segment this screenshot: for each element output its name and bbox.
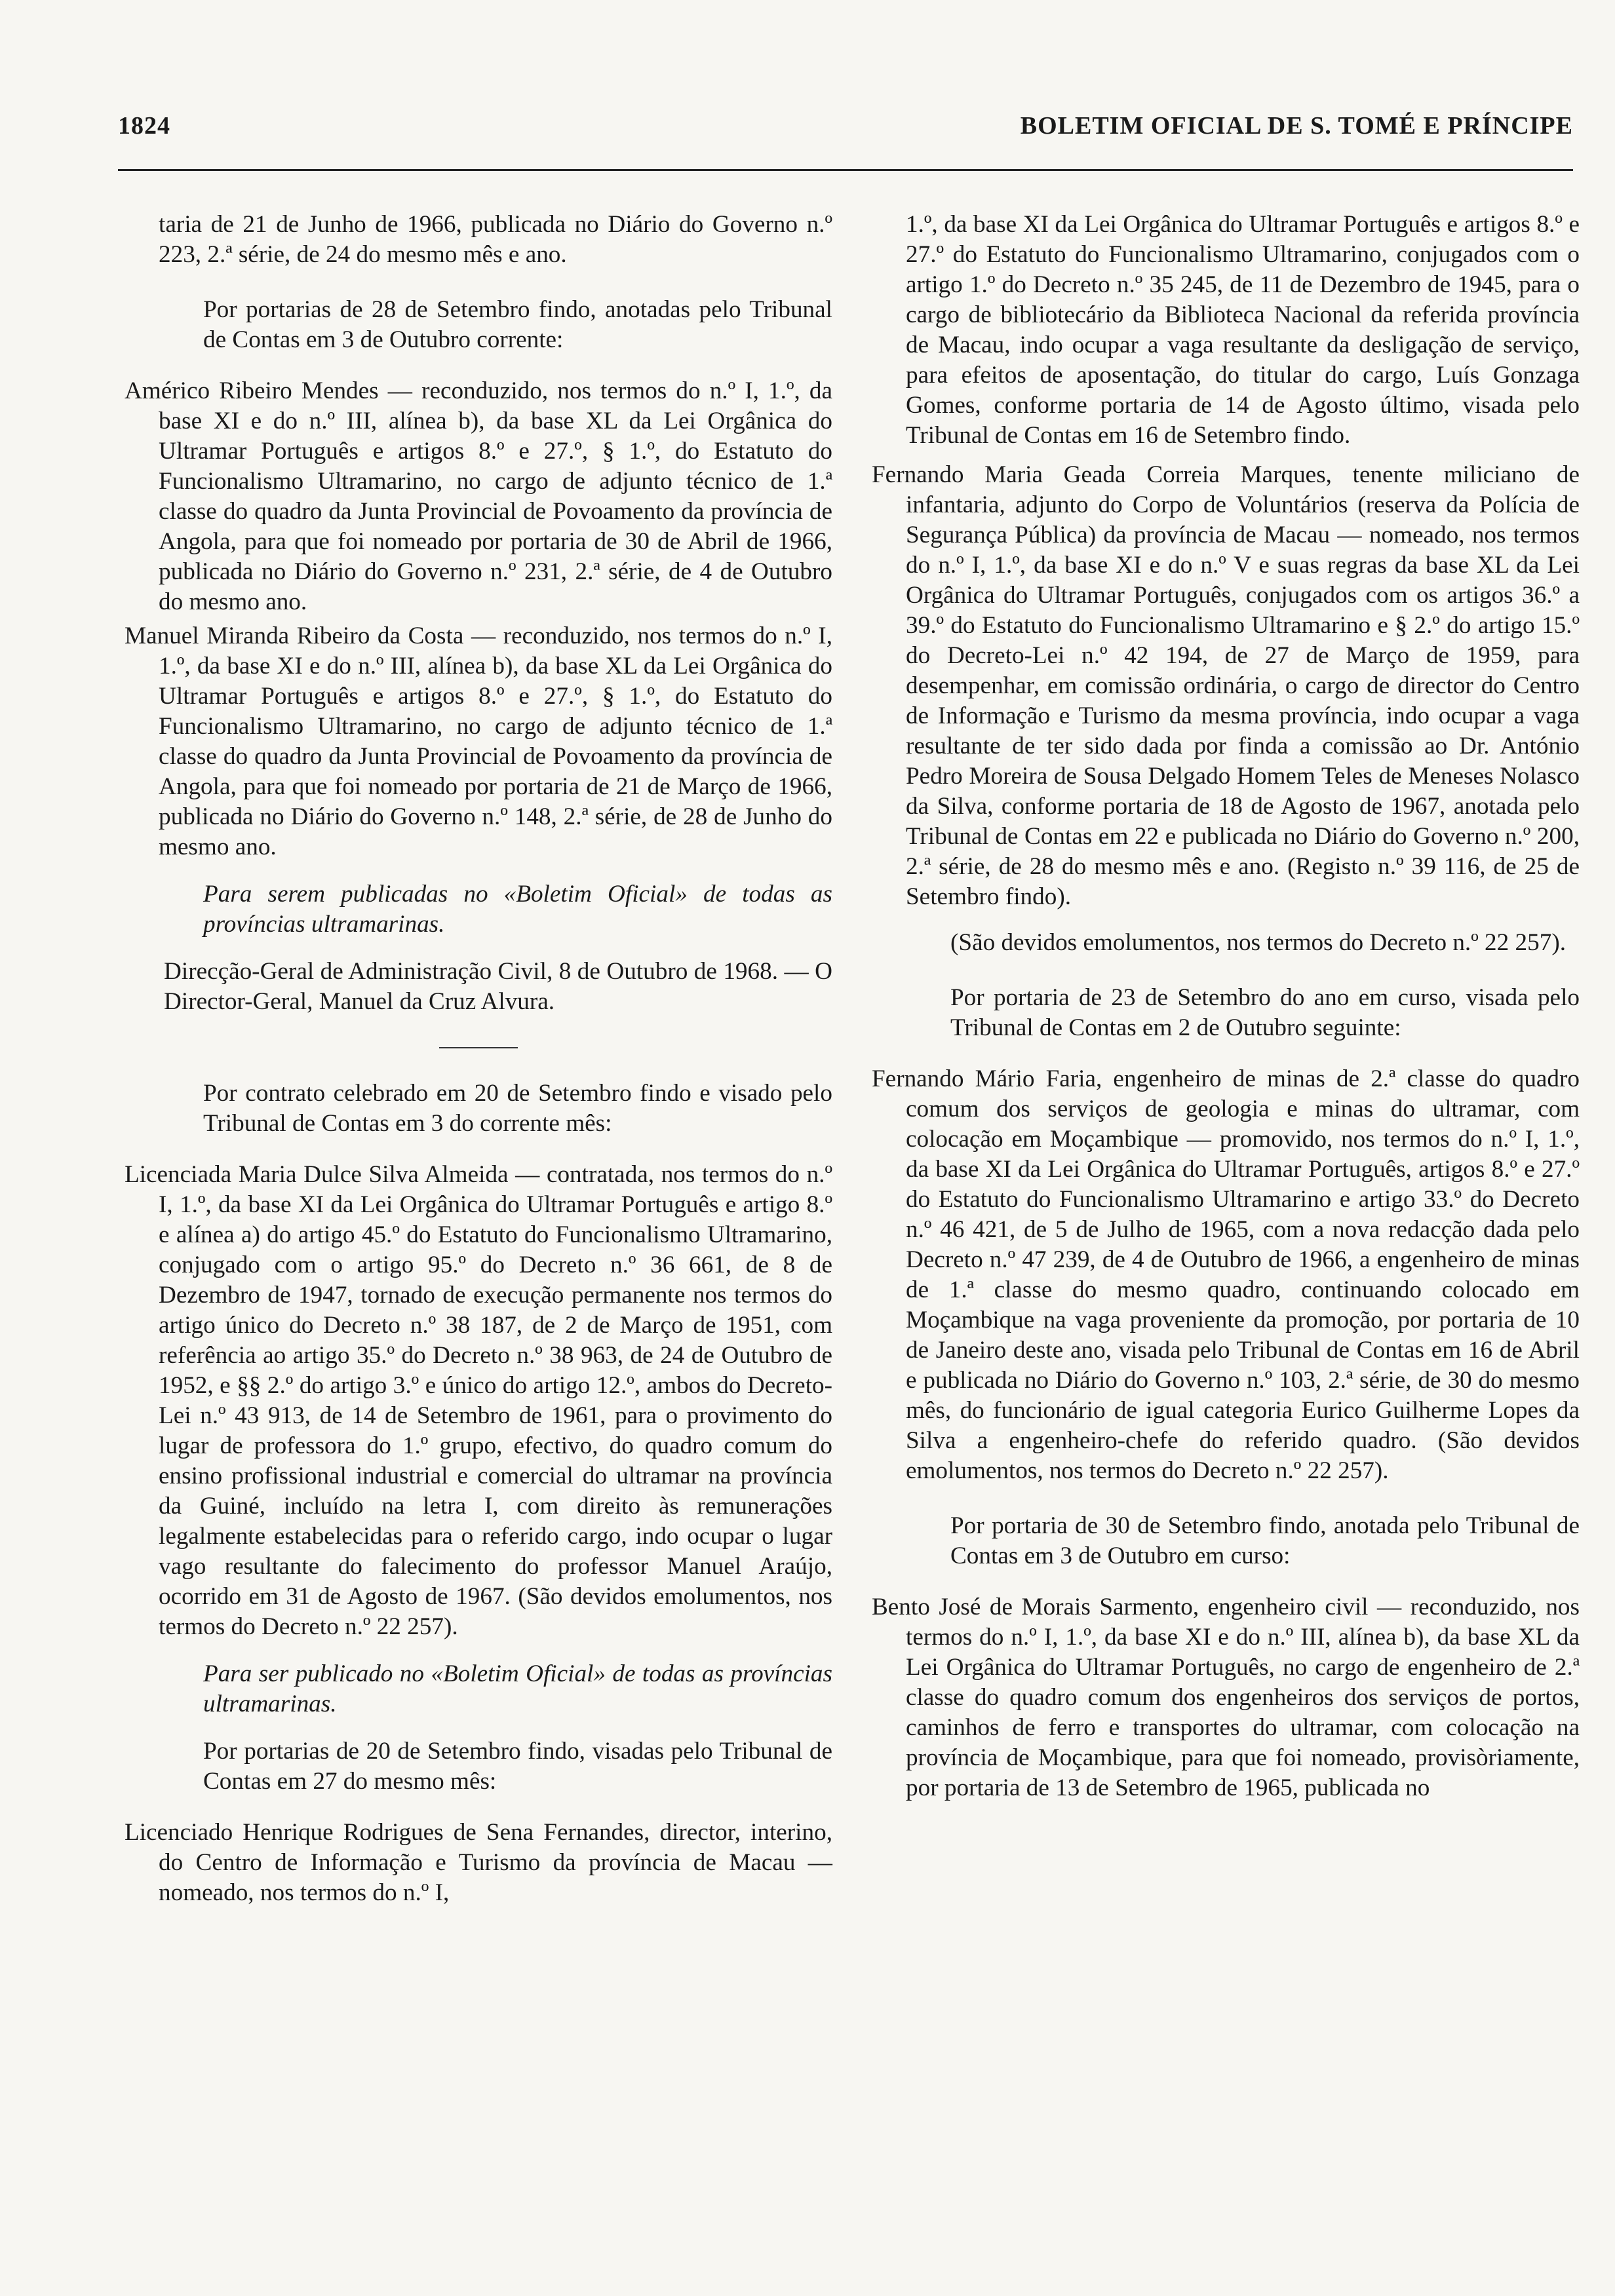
section-separator <box>439 1047 518 1048</box>
publication-title: BOLETIM OFICIAL DE S. TOMÉ E PRÍNCIPE <box>1020 112 1573 140</box>
signature-line: Direcção-Geral de Administração Civil, 8 de Outubro de 1968. — O Director-Geral, Manuel da Cruz Alvura. <box>164 958 832 1015</box>
page-header <box>118 111 1573 151</box>
paragraph-fernando-mario-faria: Fernando Mário Faria, engenheiro de minas de 2.ª classe do quadro comum dos serviços de geologia e minas do ultramar, com colocação em Moçambique — promovido, nos termos do n.º I, 1.º, da base XI da Lei Orgânica do Ultramar Português, artigos 8.º e 27.º do Estatuto do Funcionalismo Ultramarino e artigo 33.º do Decreto n.º 46 421, de 5 de Julho de 1965, com a nova redacção dada pelo Decreto n.º 47 239, de 4 de Outubro de 1966, a engenheiro de minas de 1.ª classe do mesmo quadro, continuando colocado em Moçambique na vaga proveniente da promoção, por portaria de 10 de Janeiro deste ano, visada pelo Tribunal de Contas em 16 de Abril e publicada no Diário do Governo n.º 103, 2.ª série, de 30 do mesmo mês, do funcionário de igual categoria Eurico Guilherme Lopes da Silva a engenheiro-chefe do referido quadro. (São devidos emolumentos, nos termos do Decreto n.º 22 257). <box>872 1065 1580 1484</box>
paragraph-fernando-maria-geada: Fernando Maria Geada Correia Marques, tenente miliciano de infantaria, adjunto do Corpo de Voluntários (reserva da Polícia de Segurança Pública) da província de Macau — nomeado, nos termos do n.º I, 1.º, da base XI e do n.º V e suas regras da base XL da Lei Orgânica do Ultramar Português, conjugados com os artigos 36.º a 39.º do Estatuto do Funcionalismo Ultramarino e § 2.º do artigo 15.º do Decreto-Lei n.º 42 194, de 27 de Março de 1959, para desempenhar, em comissão ordinária, o cargo de director do Centro de Informação e Turismo da mesma província, indo ocupar a vaga resultante de ter sido dada por finda a comissão ao Dr. António Pedro Moreira de Sousa Delgado Homem Teles de Meneses Nolasco da Silva, conforme portaria de 18 de Agosto de 1967, anotada pelo Tribunal de Contas em 22 e publicada no Diário do Governo n.º 200, 2.ª série, de 28 do mesmo mês e ano. (Registo n.º 39 116, de 25 de Setembro findo). <box>872 461 1580 910</box>
paragraph-henrique-rodrigues: Licenciado Henrique Rodrigues de Sena Fernandes, director, interino, do Centro de Informação e Turismo da província de Macau — nomeado, nos termos do n.º I, <box>125 1819 832 1906</box>
publication-note-2: Para ser publicado no «Boletim Oficial» de todas as províncias ultramarinas. <box>203 1660 832 1717</box>
paragraph-manuel-miranda-ribeiro-da-costa: Manuel Miranda Ribeiro da Costa — reconduzido, nos termos do n.º I, 1.º, da base XI e do n.º III, alínea b), da base XL da Lei Orgânica do Ultramar Português e artigos 8.º e 27.º, § 1.º, do Estatuto do Funcionalismo Ultramarino, no cargo de adjunto técnico de 1.ª classe do quadro da Junta Provincial de Povoamento da província de Angola, para que foi nomeado por portaria de 21 de Março de 1966, publicada no Diário do Governo n.º 148, 2.ª série, de 28 de Junho do mesmo ano. <box>125 622 832 860</box>
right-column <box>872 210 1580 1803</box>
paragraph-americo-ribeiro-mendes: Américo Ribeiro Mendes — reconduzido, nos termos do n.º I, 1.º, da base XI e do n.º III, alínea b), da base XL da Lei Orgânica do Ultramar Português e artigos 8.º e 27.º, § 1.º, do Estatuto do Funcionalismo Ultramarino, no cargo de adjunto técnico de 1.ª classe do quadro da Junta Provincial de Povoamento da província de Angola, para que foi nomeado por portaria de 30 de Abril de 1966, publicada no Diário do Governo n.º 231, 2.ª série, de 4 de Outubro do mesmo ano. <box>125 377 832 615</box>
paragraph-continuation-right: 1.º, da base XI da Lei Orgânica do Ultramar Português e artigos 8.º e 27.º do Estatuto do Funcionalismo Ultramarino, conjugados com o artigo 1.º do Decreto n.º 35 245, de 11 de Dezembro de 1945, para o cargo de bibliotecário da Biblioteca Nacional da referida província de Macau, indo ocupar a vaga resultante da desligação de serviço, para efeitos de aposentação, do titular do cargo, Luís Gonzaga Gomes, conforme portaria de 14 de Agosto último, visada pelo Tribunal de Contas em 16 de Setembro findo. <box>906 211 1580 449</box>
page-number: 1824 <box>118 112 170 140</box>
paragraph-intro-contrato: Por contrato celebrado em 20 de Setembro findo e visado pelo Tribunal de Contas em 3 do corrente mês: <box>203 1080 832 1137</box>
publication-note: Para serem publicadas no «Boletim Oficial» de todas as províncias ultramarinas. <box>203 881 832 938</box>
paragraph-intro-portarias: Por portarias de 28 de Setembro findo, anotadas pelo Tribunal de Contas em 3 de Outubro corrente: <box>203 296 832 353</box>
emolumentos-note: (São devidos emolumentos, nos termos do Decreto n.º 22 257). <box>950 929 1566 956</box>
paragraph-bento-jose-de-morais: Bento José de Morais Sarmento, engenheiro civil — reconduzido, nos termos do n.º I, 1.º, da base XI e do n.º III, alínea b), da base XL da Lei Orgânica do Ultramar Português, no cargo de engenheiro de 2.ª classe do quadro comum dos engenheiros dos serviços de portos, caminhos de ferro e transportes do ultramar, com colocação na província de Moçambique, para que foi nomeado, provisòriamente, por portaria de 13 de Setembro de 1965, publicada no <box>872 1594 1580 1801</box>
paragraph-intro-portaria-23: Por portaria de 23 de Setembro do ano em curso, visada pelo Tribunal de Contas em 2 de Outubro seguinte: <box>950 984 1580 1041</box>
paragraph-intro-portarias-2: Por portarias de 20 de Setembro findo, visadas pelo Tribunal de Contas em 27 do mesmo mês: <box>203 1738 832 1795</box>
paragraph-maria-dulce-silva-almeida: Licenciada Maria Dulce Silva Almeida — contratada, nos termos do n.º I, 1.º, da base XI da Lei Orgânica do Ultramar Português e artigo 8.º e alínea a) do artigo 45.º do Estatuto do Funcionalismo Ultramarino, conjugado com o artigo 95.º do Decreto n.º 36 661, de 8 de Dezembro de 1947, tornado de execução permanente nos termos do artigo único do Decreto n.º 38 187, de 2 de Março de 1951, com referência ao artigo 35.º do Decreto n.º 38 963, de 24 de Outubro de 1952, e §§ 2.º do artigo 3.º e único do artigo 12.º, ambos do Decreto-Lei n.º 43 913, de 14 de Setembro de 1961, para o provimento do lugar de professora do 1.º grupo, efectivo, do quadro comum do ensino profissional industrial e comercial do ultramar na província da Guiné, incluído na letra I, com direito às remunerações legalmente estabelecidas para o referido cargo, indo ocupar o lugar vago resultante do falecimento do professor Manuel Araújo, ocorrido em 31 de Agosto de 1967. (São devidos emolumentos, nos termos do Decreto n.º 22 257). <box>125 1161 832 1640</box>
left-column <box>125 210 832 1908</box>
paragraph-continuation: taria de 21 de Junho de 1966, publicada no Diário do Governo n.º 223, 2.ª série, de 24 do mesmo mês e ano. <box>159 211 832 268</box>
header-rule <box>118 169 1573 171</box>
paragraph-intro-portaria-30: Por portaria de 30 de Setembro findo, anotada pelo Tribunal de Contas em 3 de Outubro em curso: <box>950 1512 1580 1569</box>
